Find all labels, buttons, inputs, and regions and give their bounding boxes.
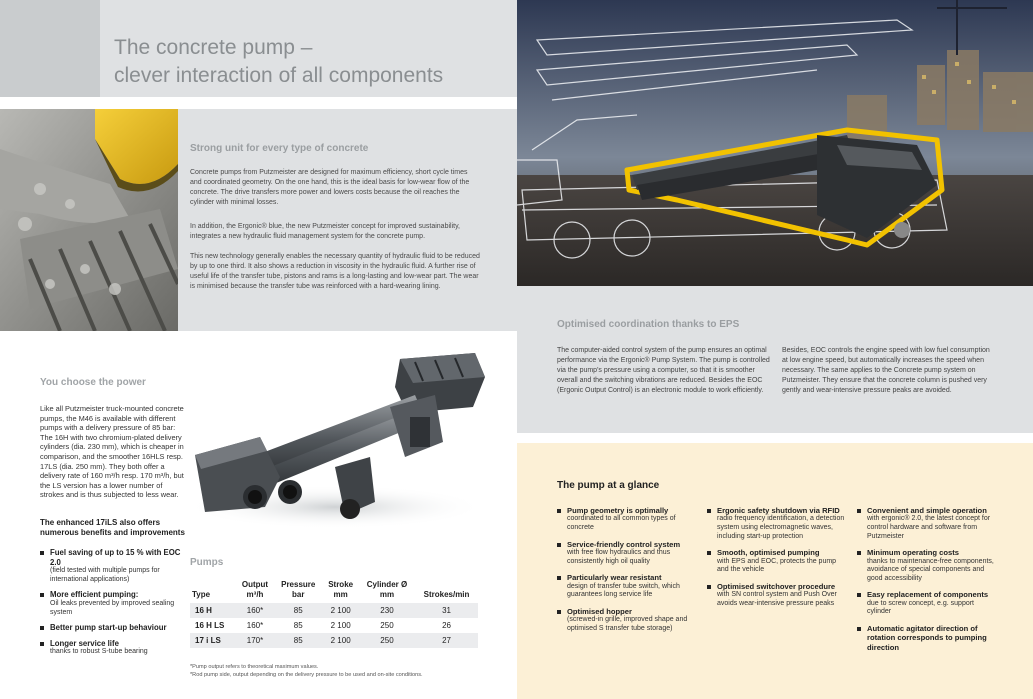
glance-item-desc: with free flow hydraulics and thus consistently high oil quality (567, 549, 671, 565)
benefit-desc: Oil leaks prevented by improved sealing system (50, 599, 175, 616)
glance-item-desc: (screwed-in grille, improved shape and optimised S transfer tube storage) (567, 616, 688, 632)
benefit-item (40, 590, 190, 617)
benefit-item (40, 623, 190, 633)
table-row (190, 618, 478, 633)
glance-item-title: Optimised hopper (567, 606, 632, 616)
glance-item-desc: thanks to maintenance-free components, avoidance of special components and good accessibility (867, 557, 994, 582)
strong-unit-heading: Strong unit for every type of concrete (190, 143, 369, 154)
benefit-item (40, 548, 190, 584)
glance-item-title: Automatic agitator direction of rotation corresponds to pumping direction (867, 623, 987, 652)
table-cell: 85 (293, 621, 303, 630)
glance-item-title: Service-friendly control system (567, 539, 681, 549)
page-title-line1: The concrete pump – (114, 36, 313, 59)
glance-heading: The pump at a glance (557, 480, 660, 491)
glance-item (557, 506, 697, 533)
table-header: Type (192, 590, 211, 599)
table-cell: 31 (415, 603, 478, 618)
glance-item (557, 607, 697, 634)
glance-item-title: Optimised switchover procedure (717, 581, 836, 591)
glance-item-desc: with SN control system and Push Over avoids wear-intensive pressure peaks (717, 591, 837, 607)
glance-list-col3 (857, 506, 997, 659)
glance-item-desc: design of transfer tube switch, which guarantees long service life (567, 582, 680, 599)
table-cell: 250 (359, 633, 415, 648)
table-cell: 85 (274, 633, 322, 648)
glance-item-title: Minimum operating costs (867, 548, 959, 558)
footnote: *Rod pump side, output depending on the delivery pressure to be used and on-site conditions. (190, 672, 423, 678)
benefit-desc: (field tested with multiple pumps for international applications) (50, 567, 160, 583)
table-cell: 230 (359, 603, 415, 618)
table-header: Cylinder Ø mm (366, 580, 408, 599)
enhanced-heading: The enhanced 17iLS also offers numerous benefits and improvements (40, 518, 185, 537)
optimised-text-col1: The computer-aided control system of the pump ensures an optimal performance via the Ergonic® Pump System. The pump is controlled via the pump's pressure using a computer, so that it is smoother overall and the switching vibrations are reduced. Besides the EOC (Ergonic Output Control) is an electronic module to work efficiently. (557, 347, 770, 394)
title-corner-block (0, 0, 100, 97)
glance-item-title: Particularly wear resistant (567, 573, 662, 583)
table-cell: 17 i LS (190, 633, 236, 648)
choose-power-body: Like all Putzmeister truck-mounted concrete pumps, the M46 is available with different pumps with a delivery pressure of 85 bar: The 16H with two chromium-plated delivery cylinders (dia. 230 mm), which is cheaper in comparison, and the smoother 16HLS resp. 17LS (dia. 250 mm). They both offer a delivery rate of 160 m³/h resp. 170 m³/h, but the LS version has a lower number of strokes and is thus subjected to less wear. (40, 404, 184, 500)
table-cell: 16 H LS (195, 621, 225, 630)
separator (517, 433, 1033, 443)
page-title (114, 34, 443, 90)
table-header-row (190, 578, 478, 603)
glance-list-col2 (707, 506, 849, 615)
benefit-title: Better pump start-up behaviour (50, 623, 167, 633)
glance-item (707, 582, 849, 609)
table-cell: 16 H (190, 603, 236, 618)
benefit-title: Longer service life (50, 638, 119, 648)
table-cell: 2 100 (322, 633, 359, 648)
optimised-text-col2: Besides, EOC controls the engine speed with low fuel consumption at low engine speed, but automatically increases the speed when necessary. The same applies to the Concrete pump system on Putzmeister. They ensure that the concrete column is pushed very gently and wear-intensive pressure peaks are avoided. (782, 347, 990, 394)
table-cell: 26 (442, 621, 451, 630)
glance-item-title: Easy replacement of components (867, 590, 989, 600)
glance-item-title: Ergonic safety shutdown via RFID (717, 506, 840, 515)
concrete-photo (0, 109, 178, 331)
glance-item (857, 590, 997, 617)
benefit-list (40, 548, 190, 663)
benefit-title: Fuel saving of up to 15 % with EOC 2.0 (50, 548, 181, 567)
glance-item-desc: with EPS and EOC, protects the pump and the vehicle (717, 557, 837, 574)
table-cell: 160* (246, 621, 264, 630)
table-cell: 2 100 (330, 621, 351, 630)
footnote: *Pump output refers to theoretical maximum values. (190, 664, 319, 670)
table-cell: 85 (274, 603, 322, 618)
glance-list-col1 (557, 506, 697, 640)
table-header: Pressure bar (281, 580, 316, 599)
right-page (517, 0, 1033, 699)
glance-item-title: Pump geometry is optimally (567, 506, 669, 515)
table-cell: 250 (380, 621, 394, 630)
table-row (190, 633, 478, 648)
pumps-heading: Pumps (190, 557, 224, 568)
benefit-item (40, 639, 190, 657)
choose-power-heading: You choose the power (40, 377, 146, 388)
table-cell: 160* (236, 603, 274, 618)
pumps-table (190, 578, 478, 648)
strong-unit-paragraph: In addition, the Ergonic® blue, the new Putzmeister concept for improved sustainability, integrates a new hydraulic fluid management system for the concrete pump. (190, 223, 461, 240)
glance-item-title: Smooth, optimised pumping (717, 548, 820, 558)
glance-item-desc: due to screw concept, e.g. support cylinder (867, 599, 975, 616)
glance-item-desc: radio frequency identification, a detection system using electromagnetic waves, including start-up protection (717, 515, 845, 540)
glance-item-desc: with ergonic® 2.0, the latest concept for control hardware and software from Putzmeister (867, 515, 991, 540)
table-header: Strokes/min (423, 590, 470, 599)
benefit-title: More efficient pumping: (50, 590, 139, 600)
table-cell: 27 (415, 633, 478, 648)
glance-item (857, 548, 997, 583)
table-header: Output m³/h (241, 580, 269, 599)
strong-unit-paragraph: This new technology generally enables the necessary quantity of hydraulic fluid to be reduced by up to one third. It also shows a reduction in viscosity in the hydraulic fluid. A further rise of useful life of the transfer tube, pistons and rams is a long-lasting and low-wear part. The wear is minimised because the transfer tube was reinforced with a hard-wearing lining. (190, 253, 480, 290)
table-row (190, 603, 478, 618)
separator (0, 97, 517, 109)
pump-unit-illustration (185, 347, 515, 532)
page-title-line2: clever interaction of all components (114, 64, 444, 87)
hero-truck-image (517, 0, 1033, 286)
benefit-desc: thanks to robust S-tube bearing (50, 648, 148, 656)
glance-item (557, 573, 697, 600)
table-cell: 2 100 (322, 603, 359, 618)
strong-unit-paragraph: Concrete pumps from Putzmeister are designed for maximum efficiency, short cycle times and coordinated geometry. On the one hand, this is the ideal basis for low-wear flow of the concrete. The drive transfers more power and lowers costs because the oil reaches the cylinder with minimal losses. (190, 169, 470, 206)
glance-item (857, 624, 997, 652)
glance-item (857, 506, 997, 541)
glance-item-title: Convenient and simple operation (867, 506, 987, 515)
glance-item-desc: coordinated to all common types of concrete (567, 515, 676, 531)
table-header: Stroke mm (328, 580, 354, 599)
glance-item (557, 540, 697, 567)
optimised-heading: Optimised coordination thanks to EPS (557, 319, 740, 330)
glance-item (707, 548, 849, 575)
table-cell: 170* (236, 633, 274, 648)
glance-item (707, 506, 849, 541)
